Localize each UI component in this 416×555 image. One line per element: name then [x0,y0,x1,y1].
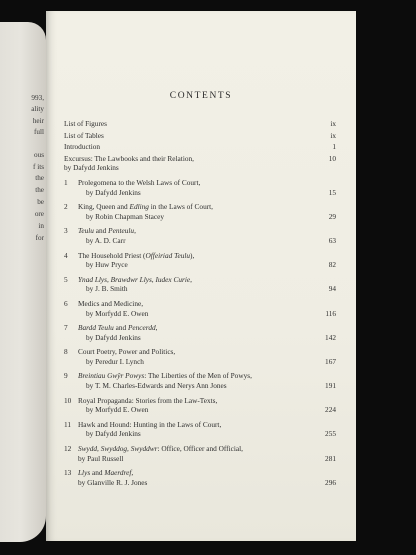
left-page-text: 993, [31,94,44,102]
toc-entry-italic: Penteulu [108,226,135,236]
toc-entry-page: 167 [325,356,336,366]
toc-entry-title: Royal Propaganda: Stories from the Law-Texts, [78,395,218,405]
toc-entry-number: 5 [64,274,68,284]
toc-entry-page: 82 [328,260,336,270]
toc-entry-italic: Llys [78,468,91,478]
toc-entry [64,142,336,152]
toc-entry-page: 224 [325,405,336,415]
toc-entry-italic: Pencerdd [127,323,156,333]
table-of-contents [64,119,336,492]
toc-entry-italic: Maerdref [104,468,132,478]
toc-entry-number: 12 [64,444,72,454]
toc-entry [64,275,336,294]
toc-entry-number: 13 [64,468,72,478]
left-page-text: the [35,186,44,194]
toc-entry-title: List of Figures [64,119,107,128]
toc-entry-page: 116 [325,308,336,318]
left-page-text: f its [33,163,44,171]
toc-entry-title: Prolegomena to the Welsh Laws of Court, [78,177,201,187]
toc-entry-page: 15 [328,187,336,197]
toc-entry-page: 1 [332,142,336,152]
toc-entry [64,226,336,245]
toc-entry-title: Teulu and Penteulu, [78,226,136,236]
toc-entry-page: 296 [325,477,336,487]
left-page-text: ore [34,210,44,218]
left-page-text: ous [34,151,44,159]
book-page [46,11,356,541]
left-page-text: heir [32,117,44,125]
toc-entry-author: by Dafydd Jenkins [86,187,141,197]
toc-entry [64,202,336,221]
toc-entry [64,444,336,463]
toc-entry-title: The Household Priest (Offeiriad Teulu), [78,250,195,260]
toc-entry-author: by J. B. Smith [86,284,128,294]
toc-entry-page: 281 [325,453,336,463]
toc-entry-title: Court Poetry, Power and Politics, [78,347,176,357]
toc-entry-author: by Morfydd E. Owen [86,405,149,415]
toc-entry-page: 142 [325,332,336,342]
toc-entry [64,468,336,487]
toc-entry-author: by Peredur I. Lynch [86,356,144,366]
toc-entry-italic: Teulu [78,226,94,236]
toc-entry [64,396,336,415]
toc-entry-author: by Robin Chapman Stacey [86,211,165,221]
toc-entry-title: Hawk and Hound: Hunting in the Laws of Court, [78,419,222,429]
toc-entry-title: Ynad Llys, Brawdwr Llys, Iudex Curie, [78,274,192,284]
left-page-text: in [38,222,44,230]
toc-entry-number: 6 [64,298,68,308]
left-page-text: ality [31,105,44,113]
toc-entry-page: 255 [325,429,336,439]
toc-entry-number: 3 [64,226,68,236]
toc-entry-page: 63 [328,235,336,245]
toc-entry-title: Introduction [64,142,101,152]
toc-entry-title: Medics and Medicine, [78,298,144,308]
toc-entry-author: by A. D. Carr [86,235,126,245]
toc-entry-number: 9 [64,371,68,381]
toc-entry-author: by Dafydd Jenkins [64,163,119,173]
toc-entry-author: by Glanville R. J. Jones [78,477,148,487]
toc-entry-number: 10 [64,395,72,405]
toc-entry-title: Breintiau Gwŷr Powys: The Liberties of the Men of Powys, [78,371,252,381]
toc-entry [64,371,336,390]
toc-entry-page: ix [330,130,336,140]
toc-entry-number: 11 [64,419,72,429]
toc-entry-italic: Ynad Llys, Brawdwr Llys, Iudex Curie [78,274,191,284]
toc-entry [64,178,336,197]
toc-entry-author: by Huw Pryce [86,260,128,270]
left-page-edge [0,22,46,542]
left-page-text: full [34,128,44,136]
toc-entry-number: 2 [64,202,68,212]
toc-entry [64,347,336,366]
toc-entry-number: 8 [64,347,68,357]
toc-entry-number: 4 [64,250,68,260]
left-page-text: the [35,174,44,182]
toc-entry-italic: Swydd, Swyddog, Swyddwr [78,444,158,454]
toc-entry-italic: Bardd Teulu [78,323,114,333]
toc-entry-italic: Offeiriad Teulu [145,250,191,260]
toc-entry [64,119,336,129]
toc-entry-author: by Dafydd Jenkins [86,332,141,342]
toc-entry-author: by Morfydd E. Owen [86,308,149,318]
toc-entry-page: 94 [328,284,336,294]
toc-entry-author: by Paul Russell [78,453,124,463]
contents-title: CONTENTS [169,91,233,101]
toc-entry [64,154,336,173]
toc-entry-page: 191 [325,381,336,391]
toc-entry-title: List of Tables [64,130,104,140]
toc-entry-author: by T. M. Charles-Edwards and Nerys Ann Jones [86,381,227,391]
toc-entry [64,299,336,318]
toc-entry-title: Swydd, Swyddog, Swyddwr: Office, Officer and Official, [78,444,243,454]
toc-entry-author: by Dafydd Jenkins [86,429,141,439]
left-page-text: be [37,198,44,206]
toc-entry-title: Excursus: The Lawbooks and their Relation, [64,153,194,163]
toc-entry-italic: Edling [129,202,149,212]
toc-entry-title: Llys and Maerdref, [78,468,134,478]
toc-entry-page: 10 [328,154,336,164]
toc-entry-title: King, Queen and Edling in the Laws of Court, [78,202,213,212]
toc-entry-italic: Breintiau Gwŷr Powys [78,371,145,381]
toc-entry [64,131,336,141]
toc-entry [64,251,336,270]
toc-entry-page: ix [330,119,336,128]
toc-entry-number: 1 [64,177,68,187]
toc-entry-title: Bardd Teulu and Pencerdd, [78,323,158,333]
toc-entry [64,420,336,439]
toc-entry-number: 7 [64,323,68,333]
toc-entry [64,323,336,342]
toc-entry-page: 29 [328,211,336,221]
left-page-text: for [35,234,44,242]
